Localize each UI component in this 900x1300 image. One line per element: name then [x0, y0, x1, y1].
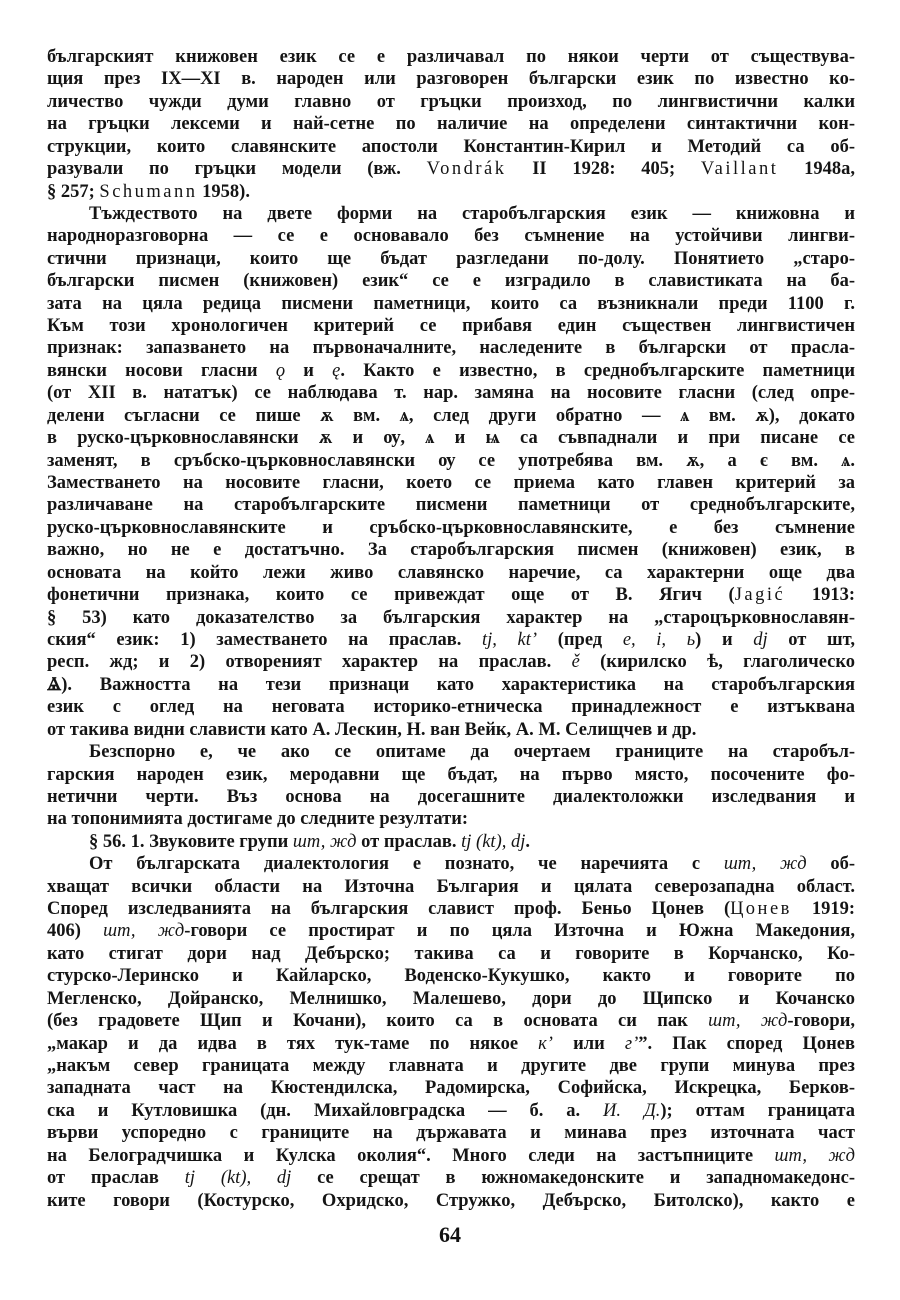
text-line [47, 808, 855, 830]
text-line [47, 607, 855, 629]
text-line [47, 764, 855, 786]
text-run: разували по гръцки модели (вж. [47, 159, 427, 180]
text-run: (пред [537, 629, 623, 650]
italic-term: г’ [624, 1033, 639, 1054]
text-run: и [285, 360, 333, 381]
text-run: признак: запазването на първоначалните, наследените в български от праcла- [47, 338, 855, 359]
text-line [47, 786, 855, 808]
page-body-text [47, 46, 855, 1212]
text-run: § 56. 1. Звуковите групи [89, 831, 293, 852]
text-run: Безспорно е, че ако се опитаме да очертаем границите на старобъл- [89, 742, 855, 763]
text-run: 406) [47, 921, 104, 942]
text-run: От българската диалектология е познато, че наречията с [89, 854, 724, 875]
text-line [47, 1100, 855, 1122]
text-line [47, 293, 855, 315]
text-line [47, 1033, 855, 1055]
text-run: ”. Пак според Цонев [638, 1033, 855, 1054]
text-run: важно, но не е достатъчно. За старобългарския писмен (книжовен) език, в [47, 540, 855, 561]
text-line [47, 831, 855, 853]
text-run: ския“ език: 1) заместването на праслав. [47, 629, 482, 650]
text-run: зата на цяла редица писмени паметници, които са възникнали преди 1100 г. [47, 293, 855, 314]
text-run: се срещат в южномакедонските и западномакедонс- [291, 1168, 856, 1189]
text-line [47, 1122, 855, 1144]
italic-term: tj (kt), dj [184, 1168, 292, 1189]
text-line [47, 158, 855, 180]
text-run: § 53) като доказателство за българския характер на „староцърковнославян- [47, 607, 855, 628]
text-run: Ⱑ). Важността на тези признаци като характеристика на старобългарския [47, 674, 855, 695]
italic-term: шт, жд [774, 1145, 855, 1166]
text-run: II 1928: 405; [506, 159, 701, 180]
italic-term: dj [753, 629, 768, 650]
text-line [47, 988, 855, 1010]
italic-term: ę [332, 360, 341, 381]
text-line [47, 270, 855, 292]
text-run: личество чужди думи главно от гръцки произход, по лингвистични калки [47, 91, 855, 112]
text-run: (от XII в. нататък) се наблюдава т. нар. замяна на носовите гласни (след опре- [47, 383, 855, 404]
text-run: основата на който лежи живо славянско наречие, са характерни още два [47, 562, 855, 583]
text-run: ) и [695, 629, 754, 650]
italic-term: шт, жд [723, 854, 807, 875]
text-run: от праслав. [356, 831, 462, 852]
text-run: от шт, [767, 629, 855, 650]
italic-term: шт, жд [708, 1011, 788, 1032]
text-line [47, 113, 855, 135]
text-run: об- [806, 854, 855, 875]
text-line [47, 181, 855, 203]
text-line [47, 651, 855, 673]
italic-term: e, i, ь [622, 629, 696, 650]
text-line [47, 1145, 855, 1167]
text-line [47, 68, 855, 90]
text-line [47, 360, 855, 382]
text-run: . [525, 831, 530, 852]
text-run: стични признаци, които ще бъдат разгледани по-долу. Понятието „старо- [47, 248, 855, 269]
text-line [47, 315, 855, 337]
text-line [47, 696, 855, 718]
text-line [47, 539, 855, 561]
text-run: -говори се простират и по цяла Източна и Южна Македония, [184, 921, 855, 942]
text-line [47, 46, 855, 68]
text-run: като стигат дори над Дебърско; такива са и говорите в Корчанско, Ко- [47, 943, 855, 964]
text-run: (без градовете Щип и Кочани), които са в основата си пак [47, 1011, 709, 1032]
text-run: Към този хронологичен критерий се прибавя един съществен лингвистичен [47, 316, 855, 337]
text-line [47, 1055, 855, 1077]
text-line [47, 629, 855, 651]
text-run: на Белоградчишка и Кулска околия“. Много следи на застъпниците [47, 1145, 775, 1166]
text-line [47, 405, 855, 427]
text-line [47, 450, 855, 472]
cited-author: Vaillant [700, 159, 779, 180]
text-run: ска и Кутловишка (дн. Михайловградска — б. а. [47, 1100, 604, 1121]
text-run: . Както е известно, в среднобългарските паметници [340, 360, 855, 381]
text-line [47, 136, 855, 158]
cited-author: Schumann [99, 181, 198, 202]
text-line [47, 225, 855, 247]
text-line [47, 943, 855, 965]
text-run: западната част на Кюстендилска, Радомирска, Софийска, Искрецка, Берков- [47, 1078, 855, 1099]
text-line [47, 562, 855, 584]
text-run: респ. жд; и 2) отвореният характер на праслав. [47, 652, 572, 673]
text-run: § 257; [47, 181, 100, 202]
text-run: различаване на старобългарските писмени паметници от среднобългарските, [47, 495, 855, 516]
text-run: делени съгласни се пише ѫ вм. ѧ, след други обратно — ѧ вм. ѫ), докато [47, 405, 855, 426]
text-run: гарския народен език, меродавни ще бъдат, на първо място, посочените фо- [47, 764, 855, 785]
text-run: фонетични признака, които се привеждат още от В. Ягич ( [47, 585, 735, 606]
text-line [47, 920, 855, 942]
italic-term: tj (kt), dj [461, 831, 526, 852]
text-run: „макар и да идва в тях тук-таме по някое [47, 1033, 539, 1054]
text-line [47, 853, 855, 875]
text-line [47, 382, 855, 404]
text-run: Заместването на носовите гласни, което се приема като главен критерий за [47, 473, 855, 494]
text-run: стурско-Леринско и Кайларско, Воденско-Кукушко, както и говорите по [47, 966, 855, 987]
text-line [47, 337, 855, 359]
text-run: хващат всички области на Източна България и цялата северозападна област. [47, 876, 855, 897]
italic-term: tj, kt’ [482, 629, 538, 650]
text-line [47, 674, 855, 696]
text-line [47, 472, 855, 494]
text-line [47, 898, 855, 920]
text-run: ките говори (Костурско, Охридско, Стружко, Дебърско, Битолско), както е [47, 1190, 855, 1211]
text-run: на топонимията достигаме до следните резултати: [47, 809, 469, 830]
text-run: български писмен (книжовен) език“ се е изградило в славистиката на ба- [47, 271, 855, 292]
text-run: 1958). [197, 181, 250, 202]
cited-author: Jagić [734, 585, 786, 606]
cited-author: Цонев [730, 899, 792, 920]
text-line [47, 427, 855, 449]
text-line [47, 1167, 855, 1189]
text-line [47, 1010, 855, 1032]
text-line [47, 517, 855, 539]
cited-author: Vondrák [426, 159, 507, 180]
text-run: -говори, [787, 1011, 855, 1032]
text-run: на гръцки лексеми и най-сетне по наличие на определени синтактични кон- [47, 114, 855, 135]
text-run: 1948a, [778, 159, 855, 180]
text-line [47, 91, 855, 113]
text-run: Тъждеството на двете форми на старобългарския език — книжовна и [89, 203, 855, 224]
text-run: народноразговорна — се е основавало без съмнение на устойчиви лингви- [47, 226, 855, 247]
text-line [47, 741, 855, 763]
text-run: в руско-църковнославянски ѫ и ѹ, ѧ и ѩ са съвпаднали и при писане се [47, 428, 855, 449]
italic-term: ě [571, 652, 580, 673]
text-line [47, 248, 855, 270]
text-line [47, 719, 855, 741]
text-run: Мегленско, Дойранско, Мелнишко, Малешево, дори до Щипско и Кочанско [47, 988, 855, 1009]
italic-term: шт, жд [103, 921, 185, 942]
page-number: 64 [439, 1222, 461, 1247]
text-run: вянски носови гласни [47, 360, 276, 381]
text-line [47, 494, 855, 516]
text-run: щия през IX—XI в. народен или разговорен български език по известно ко- [47, 69, 855, 90]
text-run: заменят, в сръбско-църковнославянски ѹ се употребява вм. ѫ, а є вм. ѧ. [47, 450, 855, 471]
text-run: от такива видни слависти като А. Лескин, Н. ван Вейк, А. М. Селищчев и др. [47, 719, 697, 740]
text-run: (кирилско ѣ, глаголическо [579, 652, 856, 673]
text-line [47, 965, 855, 987]
text-run: нетични черти. Въз основа на досегашните диалектоложки изследвания и [47, 786, 855, 807]
text-line [47, 1077, 855, 1099]
italic-term: шт, жд [292, 831, 357, 852]
text-run: върви успоредно с границите на държавата и минава през източната част [47, 1123, 855, 1144]
italic-term: ǫ [275, 360, 286, 381]
text-run: от праслав [47, 1168, 185, 1189]
text-run: 1919: [791, 899, 855, 920]
text-run: българският книжовен език се е различавал по някои черти от съществува- [47, 47, 855, 67]
text-line [47, 876, 855, 898]
text-run: или [552, 1033, 625, 1054]
italic-term: к’ [538, 1033, 553, 1054]
text-line [47, 1190, 855, 1212]
italic-term: И. Д. [603, 1100, 661, 1121]
text-line [47, 203, 855, 225]
text-run: „накъм север границата между главната и другите две групи минува през [47, 1055, 855, 1076]
text-run: 1913: [785, 585, 855, 606]
text-run: Според изследванията на българския славист проф. Беньо Цонев ( [47, 899, 731, 920]
text-line [47, 584, 855, 606]
text-run: ); оттам границата [660, 1100, 855, 1121]
text-run: руско-църковнославянските и сръбско-църковнославянските, е без съмнение [47, 517, 855, 538]
text-run: език с оглед на неговата историко-етническа принадлежност е изтъквана [47, 697, 855, 718]
text-run: струкции, които славянските апостоли Константин-Кирил и Методий са об- [47, 136, 855, 157]
